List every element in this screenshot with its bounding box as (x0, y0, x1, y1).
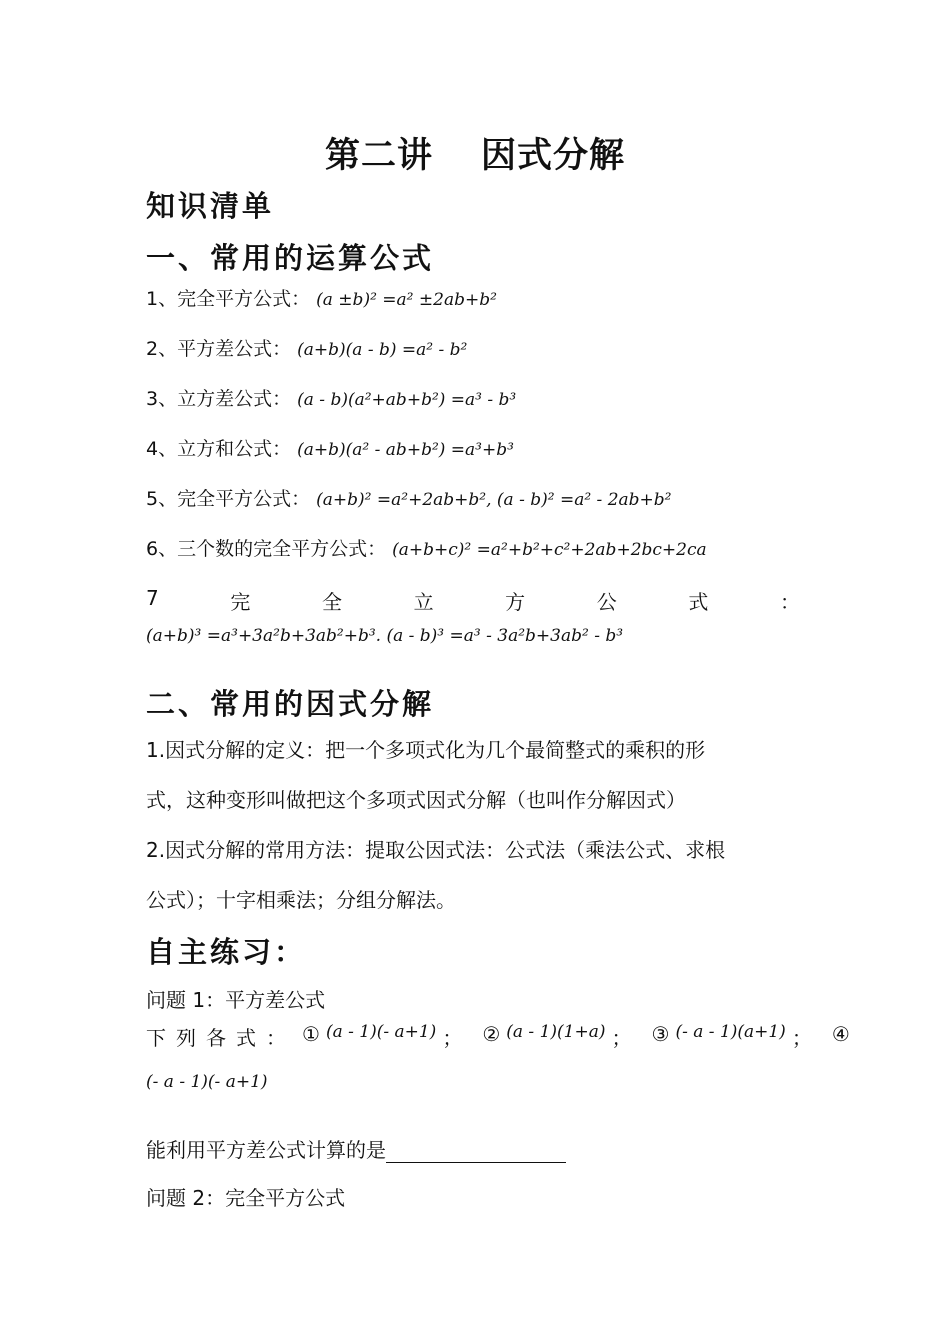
question-1-options: 下列各式： ① (a - 1)(- a+1) ； ② (a - 1)(1+a) ； ③ (- a - 1)(a+1) ； ④ (146, 1022, 850, 1050)
formula-6: (a+b+c)² =a²+b²+c²+2ab+2bc+2ca (392, 540, 707, 560)
option-2-expr: (a - 1)(1+a) (506, 1022, 606, 1042)
question-1-title: 问题 1：平方差公式 (146, 988, 326, 1012)
page-title: 第二讲 因式分解 (324, 135, 626, 176)
definition-line-1: 1.因式分解的定义：把一个多项式化为几个最简整式的乘积的形 (146, 738, 706, 762)
question-2-title: 问题 2：完全平方公式 (146, 1186, 346, 1210)
heading-common-factorization: 二、常用的因式分解 (146, 687, 435, 721)
option-4-mark: ④ (831, 1022, 850, 1046)
formula-item-4: 4、立方和公式： (a+b)(a² - ab+b²) =a³+b³ (146, 438, 514, 460)
option-3-expr: (- a - 1)(a+1) (675, 1022, 786, 1042)
formula-4: (a+b)(a² - ab+b²) =a³+b³ (297, 440, 514, 460)
formula-item-5: 5、完全平方公式： (a+b)² =a²+2ab+b², (a - b)² =a² - 2ab+b² (146, 488, 672, 510)
heading-common-formulas: 一、常用的运算公式 (146, 241, 435, 275)
formula-item-1: 1、完全平方公式： (a ±b)² =a² ±2ab+b² (146, 288, 497, 310)
answer-blank[interactable] (386, 1142, 566, 1163)
formula-7: (a+b)³ =a³+3a²b+3ab²+b³. (a - b)³ =a³ - 3a²b+3ab² - b³ (146, 626, 624, 646)
option-1-mark: ① (302, 1022, 320, 1046)
formula-2: (a+b)(a - b) =a² - b² (297, 340, 468, 360)
formula-item-2: 2、平方差公式： (a+b)(a - b) =a² - b² (146, 338, 468, 360)
option-4-expr: (- a - 1)(- a+1) (146, 1072, 268, 1092)
formula-3: (a - b)(a²+ab+b²) =a³ - b³ (297, 390, 517, 410)
option-3-mark: ③ (651, 1022, 670, 1046)
heading-self-practice: 自主练习： (146, 935, 307, 969)
formula-item-7-label: 7 完 全 立 方 公 式 ： (146, 586, 800, 614)
formula-5: (a+b)² =a²+2ab+b², (a - b)² =a² - 2ab+b² (316, 490, 672, 510)
methods-line-2: 公式）；十字相乘法；分组分解法。 (146, 888, 456, 912)
heading-knowledge-list: 知识清单 (146, 189, 275, 223)
definition-line-2: 式，这种变形叫做把这个多项式因式分解（也叫作分解因式） (146, 788, 686, 812)
formula-1: (a ±b)² =a² ±2ab+b² (316, 290, 497, 310)
question-1-prompt: 能利用平方差公式计算的是 (146, 1134, 566, 1163)
formula-item-6: 6、三个数的完全平方公式： (a+b+c)² =a²+b²+c²+2ab+2bc+2ca (146, 538, 707, 560)
option-2-mark: ② (482, 1022, 501, 1046)
option-1-expr: (a - 1)(- a+1) (325, 1022, 437, 1042)
methods-line-1: 2.因式分解的常用方法：提取公因式法：公式法（乘法公式、求根 (146, 838, 726, 862)
formula-item-3: 3、立方差公式： (a - b)(a²+ab+b²) =a³ - b³ (146, 388, 517, 410)
